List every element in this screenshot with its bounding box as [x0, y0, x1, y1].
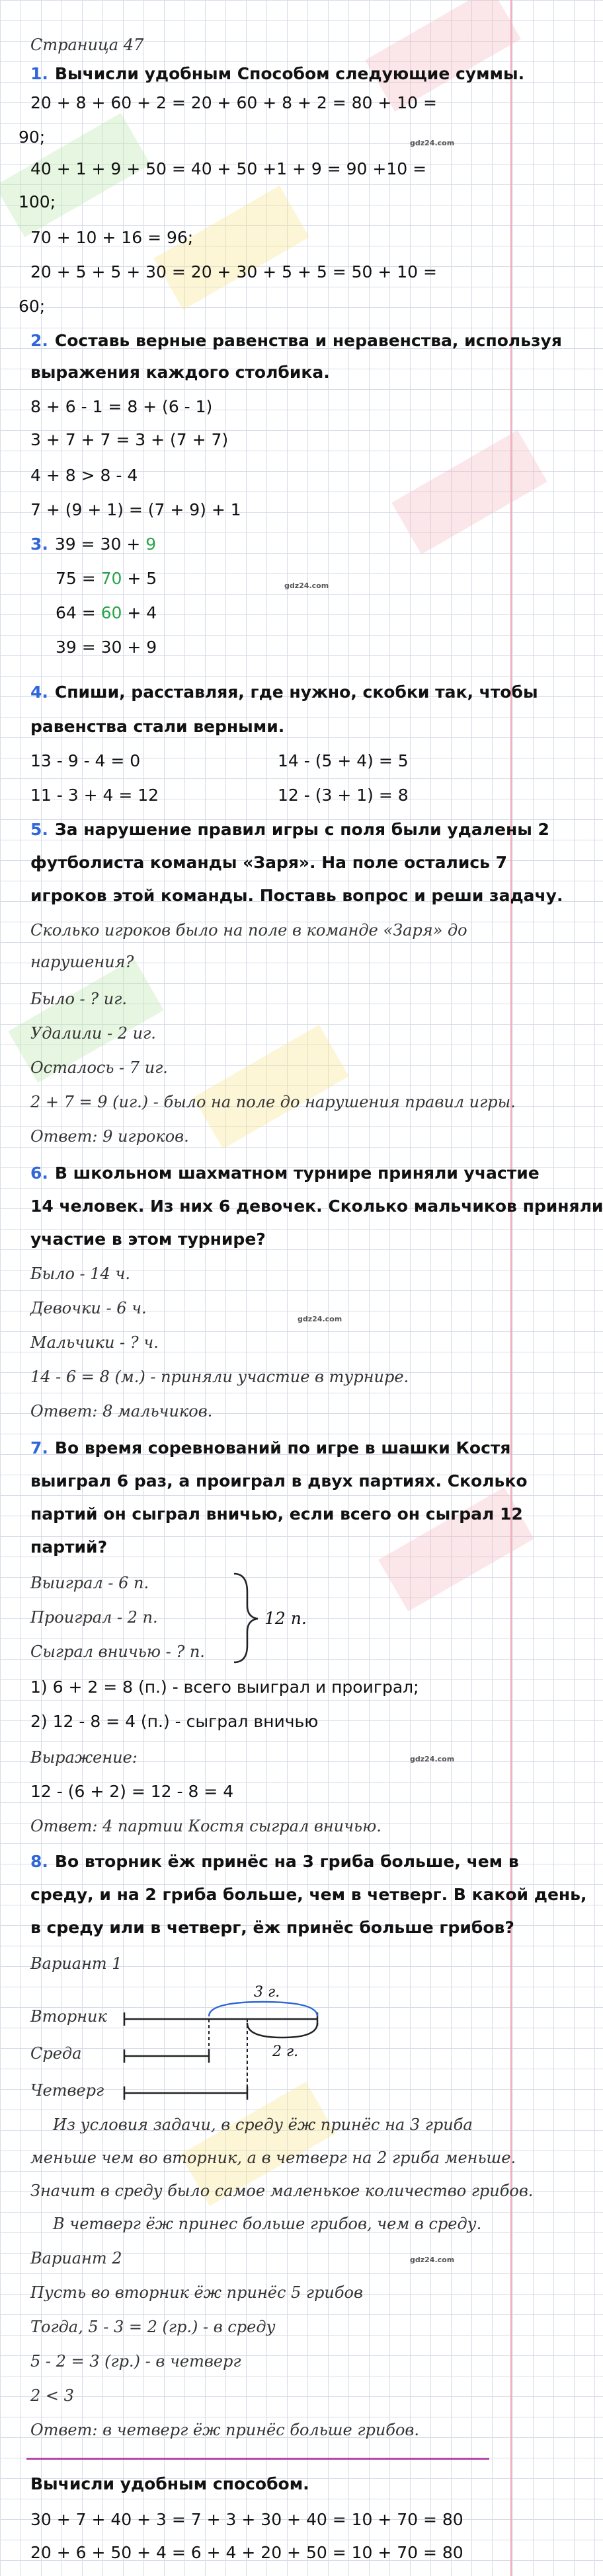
watermark-text: gdz24.com — [298, 1315, 342, 1323]
task-2-heading — [30, 330, 562, 351]
task-7-total: 12 п. — [264, 1609, 307, 1628]
task-7-solution: 2) 12 - 8 = 4 (п.) - сыграл вничью — [30, 1712, 319, 1731]
task-2-text: выражения каждого столбика. — [30, 363, 330, 382]
task-5-solution: 2 + 7 = 9 (иг.) - было на поле до нарушения правил игры. — [30, 1093, 516, 1111]
task-1-line: 40 + 1 + 9 + 50 = 40 + 50 +1 + 9 = 90 +10 = — [30, 159, 427, 178]
task-8-step: Тогда, 5 - 3 = 2 (гр.) - в среду — [30, 2318, 276, 2336]
task-7-expression-label: Выражение: — [30, 1748, 138, 1767]
task-1-number: 1. — [30, 64, 48, 83]
section-divider — [26, 2458, 489, 2460]
task-8-text: Во вторник ёж принёс на 3 гриба больше, чем в — [54, 1852, 519, 1871]
task-3-text: 64 = — [56, 603, 101, 622]
task-7-text: выиграл 6 раз, а проиграл в двух партиях. Сколько — [30, 1471, 528, 1490]
task-4-number: 4. — [30, 682, 48, 702]
task-6-answer: Ответ: 8 мальчиков. — [30, 1402, 213, 1420]
task-3-text: 39 = 30 + — [54, 534, 146, 554]
task-5-short: Было - ? иг. — [30, 990, 127, 1008]
task-7-solution: 1) 6 + 2 = 8 (п.) - всего выиграл и проиграл; — [30, 1677, 419, 1697]
task-8-explanation: меньше чем во вторник, а в четверг на 2 гриба меньше. — [30, 2149, 516, 2167]
task-7-heading — [30, 1438, 510, 1459]
task-1-line: 60; — [19, 297, 46, 316]
task-8-step: 2 < 3 — [30, 2386, 74, 2405]
task-2-text: Составь верные равенства и неравенства, используя — [54, 331, 562, 350]
task-8-explanation: В четверг ёж принес больше грибов, чем в среду. — [53, 2215, 482, 2233]
task-6-text: 14 человек. Из них 6 девочек. Сколько мальчиков приняли — [30, 1196, 603, 1216]
task-5-short: Осталось - 7 иг. — [30, 1058, 168, 1077]
task-6-solution: 14 - 6 = 8 (м.) - приняли участие в турнире. — [30, 1368, 409, 1386]
task-3-text: 75 = — [56, 569, 101, 588]
task-5-question: нарушения? — [30, 953, 134, 971]
task-5-short: Удалили - 2 иг. — [30, 1024, 156, 1043]
watermark-stamp — [391, 430, 547, 554]
task-8-text: в среду или в четверг, ёж принёс больше грибов? — [30, 1918, 514, 1937]
task-3-text: + 5 — [122, 569, 157, 588]
task-4-line: 11 - 3 + 4 = 12 — [30, 786, 159, 805]
task-3-line: 39 = 30 + 9 — [56, 638, 157, 657]
task-1-line: 100; — [19, 192, 56, 211]
diagram-brace-3: 3 г. — [254, 1984, 280, 2001]
diagram-label-tuesday: Вторник — [30, 2007, 107, 2026]
task-4-heading — [30, 682, 538, 703]
task-1-text: Вычисли удобным Способом следующие суммы. — [54, 64, 525, 83]
watermark-text: gdz24.com — [410, 2256, 455, 2264]
task-5-text: футболиста команды «Заря». На поле остались 7 — [30, 853, 508, 872]
diagram-brace-2: 2 г. — [272, 2043, 299, 2060]
watermark-text: gdz24.com — [284, 581, 329, 590]
task-2-line: 3 + 7 + 7 = 3 + (7 + 7) — [30, 430, 229, 449]
task-5-answer: Ответ: 9 игроков. — [30, 1127, 189, 1146]
watermark-text: gdz24.com — [410, 139, 455, 147]
task-8-number: 8. — [30, 1852, 48, 1871]
task-7-short: Сыграл вничью - ? п. — [30, 1642, 205, 1661]
task-4-line: 13 - 9 - 4 = 0 — [30, 751, 141, 770]
task-7-text: Во время соревнований по игре в шашки Костя — [54, 1438, 511, 1457]
task-8-variant-1: Вариант 1 — [30, 1954, 122, 1973]
task-8-explanation: Из условия задачи, в среду ёж принёс на 3 гриба — [53, 2116, 473, 2134]
task-1-heading — [30, 63, 524, 85]
task-3-line — [56, 603, 157, 624]
task-5-heading — [30, 819, 549, 840]
task-3-answer: 9 — [145, 534, 157, 554]
task-7-short: Проиграл - 2 п. — [30, 1608, 158, 1627]
task-6-text: участие в этом турнире? — [30, 1230, 266, 1249]
watermark-text: gdz24.com — [410, 1755, 455, 1763]
task-2-line: 8 + 6 - 1 = 8 + (6 - 1) — [30, 397, 213, 416]
task-6-heading — [30, 1163, 540, 1184]
diagram-label-wednesday: Среда — [30, 2044, 82, 2063]
task-6-short: Было - 14 ч. — [30, 1265, 131, 1283]
task-8-step: Пусть во вторник ёж принёс 5 грибов — [30, 2283, 363, 2302]
task-7-text: партий? — [30, 1537, 108, 1557]
task-5-number: 5. — [30, 820, 48, 839]
task-3-number: 3. — [30, 534, 48, 554]
watermark-stamp — [193, 1025, 349, 1149]
diagram-label-thursday: Четверг — [30, 2081, 104, 2100]
task-3-line — [56, 568, 157, 589]
task-3-answer: 70 — [100, 569, 122, 588]
task-8-variant-2: Вариант 2 — [30, 2249, 122, 2267]
task-5-text: За нарушение правил игры с поля были удалены 2 — [54, 820, 549, 839]
task-2-line: 7 + (9 + 1) = (7 + 9) + 1 — [30, 500, 241, 519]
task-2-number: 2. — [30, 331, 48, 350]
task-7-answer: Ответ: 4 партии Костя сыграл вничью. — [30, 1817, 382, 1835]
task-8-heading — [30, 1851, 519, 1872]
task-1-line: 20 + 8 + 60 + 2 = 20 + 60 + 8 + 2 = 80 + 10 = — [30, 93, 437, 112]
task-4-line: 12 - (3 + 1) = 8 — [278, 786, 409, 805]
task-4-line: 14 - (5 + 4) = 5 — [278, 751, 409, 770]
task-8-explanation: Значит в среду было самое маленькое количество грибов. — [30, 2182, 534, 2200]
page-title: Страница 47 — [30, 36, 144, 54]
extra-line: 30 + 7 + 40 + 3 = 7 + 3 + 30 + 40 = 10 + 70 = 80 — [30, 2510, 463, 2529]
task-7-number: 7. — [30, 1438, 48, 1457]
task-3-line — [30, 534, 156, 555]
task-1-line: 20 + 5 + 5 + 30 = 20 + 30 + 5 + 5 = 50 + 10 = — [30, 262, 437, 281]
task-6-short: Мальчики - ? ч. — [30, 1333, 159, 1352]
task-7-expression: 12 - (6 + 2) = 12 - 8 = 4 — [30, 1782, 234, 1801]
task-8-step: 5 - 2 = 3 (гр.) - в четверг — [30, 2352, 241, 2371]
task-5-text: игроков этой команды. Поставь вопрос и реши задачу. — [30, 886, 563, 905]
task-5-question: Сколько игроков было на поле в команде «Заря» до — [30, 921, 467, 939]
task-6-text: В школьном шахматном турнире приняли участие — [54, 1163, 540, 1183]
task-6-number: 6. — [30, 1163, 48, 1183]
task-7-text: партий он сыграл вничью, если всего он сыграл 12 — [30, 1504, 523, 1524]
task-3-answer: 60 — [100, 603, 122, 622]
task-1-line: 90; — [19, 128, 46, 147]
extra-heading: Вычисли удобным способом. — [30, 2474, 309, 2493]
task-8-text: среду, и на 2 гриба больше, чем в четверг. В какой день, — [30, 1885, 587, 1904]
task-4-text: равенства стали верными. — [30, 717, 285, 736]
task-4-text: Спиши, расставляя, где нужно, скобки так, чтобы — [54, 682, 538, 702]
task-8-answer: Ответ: в четверг ёж принёс больше грибов. — [30, 2421, 419, 2439]
task-1-line: 70 + 10 + 16 = 96; — [30, 228, 194, 247]
task-7-short: Выиграл - 6 п. — [30, 1574, 149, 1592]
extra-line: 20 + 6 + 50 + 4 = 6 + 4 + 20 + 50 = 10 + 70 = 80 — [30, 2543, 463, 2562]
task-2-line: 4 + 8 > 8 - 4 — [30, 466, 138, 485]
task-3-text: + 4 — [122, 603, 157, 622]
task-6-short: Девочки - 6 ч. — [30, 1299, 147, 1317]
